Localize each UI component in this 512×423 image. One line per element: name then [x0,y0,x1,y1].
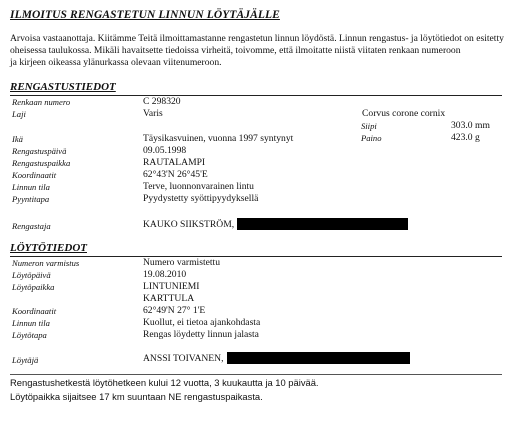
weight-label: Paino [361,133,382,143]
finding-section-heading: LÖYTÖTIEDOT [10,242,87,254]
species-label: Laji [12,109,26,119]
finding-date-value: 19.08.2010 [143,269,187,280]
ring-number-value: C 298320 [143,96,181,107]
finder-label: Löytäjä [12,355,39,365]
finding-place-municipality: KARTTULA [143,293,195,304]
finding-coords-value: 62°49'N 27° 1'E [143,305,206,316]
finding-method-label: Löytötapa [12,330,47,340]
ringing-date-label: Rengastuspäivä [12,146,67,156]
ringing-date-value: 09.05.1998 [143,145,187,156]
finding-condition-label: Linnun tila [12,318,50,328]
intro-line-1: Arvoisa vastaanottaja. Kiitämme Teitä ilmoittamastanne rengastetun linnun löydöstä. Linnun rengastus- ja löytötiedot on esitetty [10,33,504,44]
intro-line-2: oheisessa taulukossa. Mikäli havaitsette tiedoissa virheitä, toivomme, että ilmoitatte niistä viitaten renkaan numeroon [10,45,461,56]
finder-redaction [227,352,410,364]
capture-method-label: Pyyntitapa [12,194,50,204]
wing-value: 303.0 mm [451,120,490,131]
ring-number-label: Renkaan numero [12,97,71,107]
verification-value: Numero varmistettu [143,257,220,268]
intro-line-3: ja kirjeen oikeassa ylänurkassa olevaan viitenumeroon. [10,57,222,68]
ringing-place-value: RAUTALAMPI [143,157,206,168]
weight-value: 423.0 g [451,132,480,143]
ringer-redaction [237,218,408,230]
ringing-coords-label: Koordinaatit [12,170,57,180]
footer-rule [10,374,502,375]
finding-place-label: Löytöpaikka [12,282,55,292]
letter-title: ILMOITUS RENGASTETUN LINNUN LÖYTÄJÄLLE [10,9,280,21]
finding-place-value: LINTUNIEMI [143,281,200,292]
ringer-label: Rengastaja [12,221,51,231]
finding-section-rule [10,256,502,257]
wing-label: Siipi [361,121,377,131]
finding-condition-value: Kuollut, ei tietoa ajankohdasta [143,317,261,328]
age-value: Täysikasvuinen, vuonna 1997 syntynyt [143,133,294,144]
ringing-condition-label: Linnun tila [12,182,50,192]
distance-text: Löytöpaikka sijaitsee 17 km suuntaan NE rengastuspaikasta. [10,391,263,402]
age-label: Ikä [12,134,23,144]
finding-coords-label: Koordinaatit [12,306,57,316]
finding-method-value: Rengas löydetty linnun jalasta [143,329,259,340]
verification-label: Numeron varmistus [12,258,80,268]
capture-method-value: Pyydystetty syöttipyydyksellä [143,193,259,204]
elapsed-time-text: Rengastushetkestä löytöhetkeen kului 12 vuotta, 3 kuukautta ja 10 päivää. [10,377,319,388]
ringing-condition-value: Terve, luonnonvarainen lintu [143,181,254,192]
species-value: Varis [143,108,163,119]
ringer-name: KAUKO SIIKSTRÖM, [143,219,235,230]
ringing-section-heading: RENGASTUSTIEDOT [10,81,116,93]
ringing-section-rule [10,95,502,96]
ringing-place-label: Rengastuspaikka [12,158,71,168]
ringing-coords-value: 62°43'N 26°45'E [143,169,208,180]
finding-date-label: Löytöpäivä [12,270,51,280]
species-latin-name: Corvus corone cornix [362,108,446,119]
finder-name: ANSSI TOIVANEN, [143,353,224,364]
